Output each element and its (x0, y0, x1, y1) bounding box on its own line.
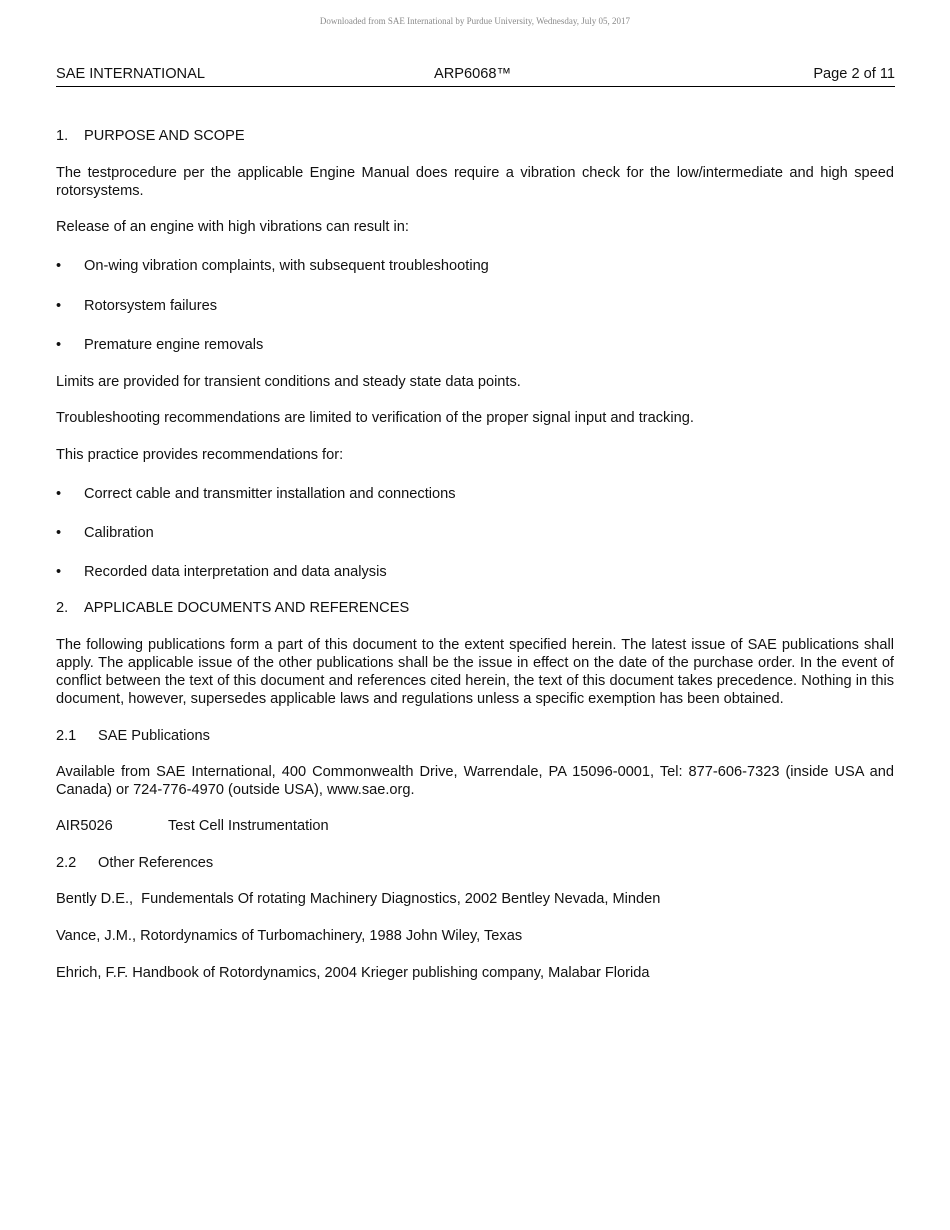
bullet-icon: • (56, 486, 62, 502)
section-1-heading (56, 127, 894, 145)
bullet-item (56, 485, 894, 503)
subsection-title: Other References (98, 855, 214, 871)
bullet-item (56, 524, 894, 542)
section-number: 2. (56, 600, 69, 616)
paragraph: The testprocedure per the applicable Engine Manual does require a vibration check for the low/intermediate and high speed rotorsystems. (56, 165, 894, 199)
bullet-icon: • (56, 525, 62, 541)
reference-entry: Ehrich, F.F. Handbook of Rotordynamics, 2004 Krieger publishing company, Malabar Florida (56, 965, 650, 981)
paragraph: The following publications form a part of this document to the extent specified herein. The latest issue of SAE publications shall apply. The applicable issue of the other publications shall be the issue in effect on the date of the purchase order. In the event of conflict between the text of this document and references cited herein, the text of this document takes precedence. Nothing in this document, however, supersedes applicable laws and regulations unless a specific exemption has been obtained. (56, 637, 894, 707)
subsection-number: 2.2 (56, 855, 77, 871)
section-title: PURPOSE AND SCOPE (84, 128, 245, 144)
bullet-text: Rotorsystem failures (84, 298, 218, 314)
bullet-item (56, 336, 894, 354)
bullet-text: On-wing vibration complaints, with subsequent troubleshooting (84, 258, 489, 274)
reference-entry: Vance, J.M., Rotordynamics of Turbomachinery, 1988 John Wiley, Texas (56, 928, 523, 944)
bullet-icon: • (56, 337, 62, 353)
header-organization: SAE INTERNATIONAL (56, 66, 205, 82)
subsection-number: 2.1 (56, 728, 77, 744)
section-2-heading (56, 599, 894, 617)
paragraph: This practice provides recommendations for: (56, 447, 344, 463)
reference-title: Test Cell Instrumentation (168, 818, 329, 834)
bullet-text: Recorded data interpretation and data analysis (84, 564, 387, 580)
section-number: 1. (56, 128, 69, 144)
bullet-icon: • (56, 298, 62, 314)
paragraph: Release of an engine with high vibrations can result in: (56, 219, 409, 235)
subsection-2-1-heading (56, 727, 894, 745)
page-header (56, 66, 895, 87)
bullet-icon: • (56, 564, 62, 580)
subsection-2-2-heading (56, 854, 894, 872)
bullet-text: Premature engine removals (84, 337, 264, 353)
paragraph: Limits are provided for transient conditions and steady state data points. (56, 374, 521, 390)
bullet-icon: • (56, 258, 62, 274)
reference-code: AIR5026 (56, 818, 113, 834)
bullet-text: Correct cable and transmitter installation and connections (84, 486, 456, 502)
bullet-item (56, 297, 894, 315)
reference-entry: Bently D.E., Fundementals Of rotating Machinery Diagnostics, 2002 Bentley Nevada, Minden (56, 891, 661, 907)
subsection-title: SAE Publications (98, 728, 210, 744)
paragraph: Available from SAE International, 400 Commonwealth Drive, Warrendale, PA 15096-0001, Tel: 877-606-7323 (inside USA and Canada) or 724-776-4970 (outside USA), www.sae.org. (56, 764, 894, 798)
header-page-number: Page 2 of 11 (813, 66, 895, 82)
reference-row (56, 817, 894, 835)
document-body (56, 127, 894, 982)
download-watermark: Downloaded from SAE International by Purdue University, Wednesday, July 05, 2017 (319, 16, 631, 26)
bullet-text: Calibration (84, 525, 154, 541)
section-title: APPLICABLE DOCUMENTS AND REFERENCES (84, 600, 410, 616)
paragraph: Troubleshooting recommendations are limited to verification of the proper signal input and tracking. (56, 410, 694, 426)
bullet-item (56, 563, 894, 581)
header-document-id: ARP6068™ (434, 66, 512, 82)
bullet-item (56, 257, 894, 275)
